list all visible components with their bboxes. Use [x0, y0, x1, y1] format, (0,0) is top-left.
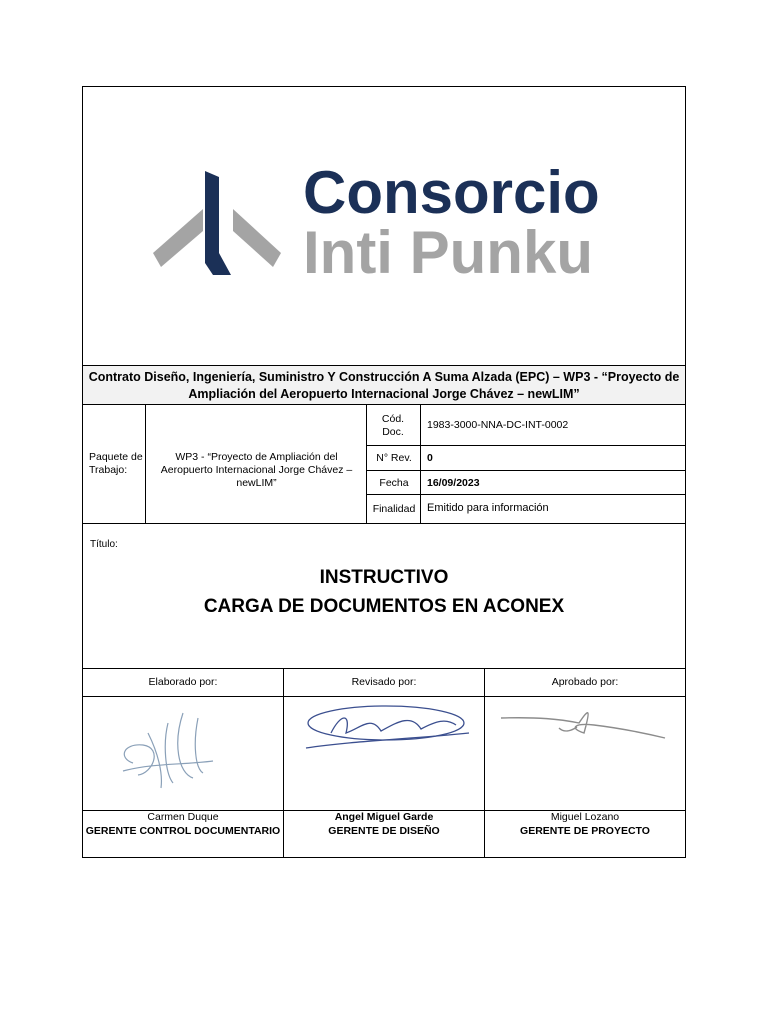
purpose-label: Finalidad [372, 503, 416, 515]
date-value: 16/09/2023 [427, 477, 480, 489]
title-block [83, 523, 685, 669]
code-value: 1983-3000-NNA-DC-INT-0002 [427, 419, 569, 431]
approved-by-name: Miguel Lozano [550, 811, 620, 823]
prepared-by-role: GERENTE CONTROL DOCUMENTARIO [85, 825, 281, 837]
prepared-by-name: Carmen Duque [147, 811, 219, 823]
contract-title: Contrato Diseño, Ingeniería, Suministro Y Construcción A Suma Alzada (EPC) – WP3 - “Proyecto de Ampliación del Aeropuerto Internacional Jorge Chávez – newLIM” [83, 365, 685, 405]
reviewed-by-role: GERENTE DE DISEÑO [328, 825, 440, 837]
signature-carmen-duque-image [113, 703, 223, 793]
approved-by-header: Aprobado por: [551, 676, 619, 688]
document-title-line2: CARGA DE DOCUMENTOS EN ACONEX [203, 596, 565, 617]
title-label: Título: [90, 539, 118, 550]
reviewed-by-name: Angel Miguel Garde [334, 811, 434, 823]
document-frame [82, 86, 686, 858]
rev-value: 0 [427, 452, 433, 464]
signature-table [83, 669, 685, 858]
logo-text-inti-punku: Inti Punku [303, 219, 593, 286]
code-label: Cód. Doc. [381, 413, 405, 438]
airplane-logo-icon [153, 171, 283, 281]
package-label: Paquete de Trabajo: [89, 451, 143, 476]
reviewed-by-header: Revisado por: [351, 676, 417, 688]
approved-by-role: GERENTE DE PROYECTO [520, 825, 650, 837]
company-logo [153, 153, 623, 293]
prepared-by-header: Elaborado por: [148, 676, 218, 688]
date-label: Fecha [379, 477, 409, 489]
signature-angel-miguel-garde-image [301, 703, 471, 763]
package-value: WP3 - “Proyecto de Ampliación del Aeropuerto Internacional Jorge Chávez – newLIM” [160, 451, 353, 489]
logo-text-consorcio: Consorcio [303, 159, 600, 226]
metadata-table [83, 405, 685, 524]
document-title-line1: INSTRUCTIVO [319, 567, 449, 588]
rev-label: N° Rev. [376, 452, 412, 464]
signature-miguel-lozano-image [499, 703, 669, 753]
purpose-value: Emitido para información [427, 502, 549, 514]
